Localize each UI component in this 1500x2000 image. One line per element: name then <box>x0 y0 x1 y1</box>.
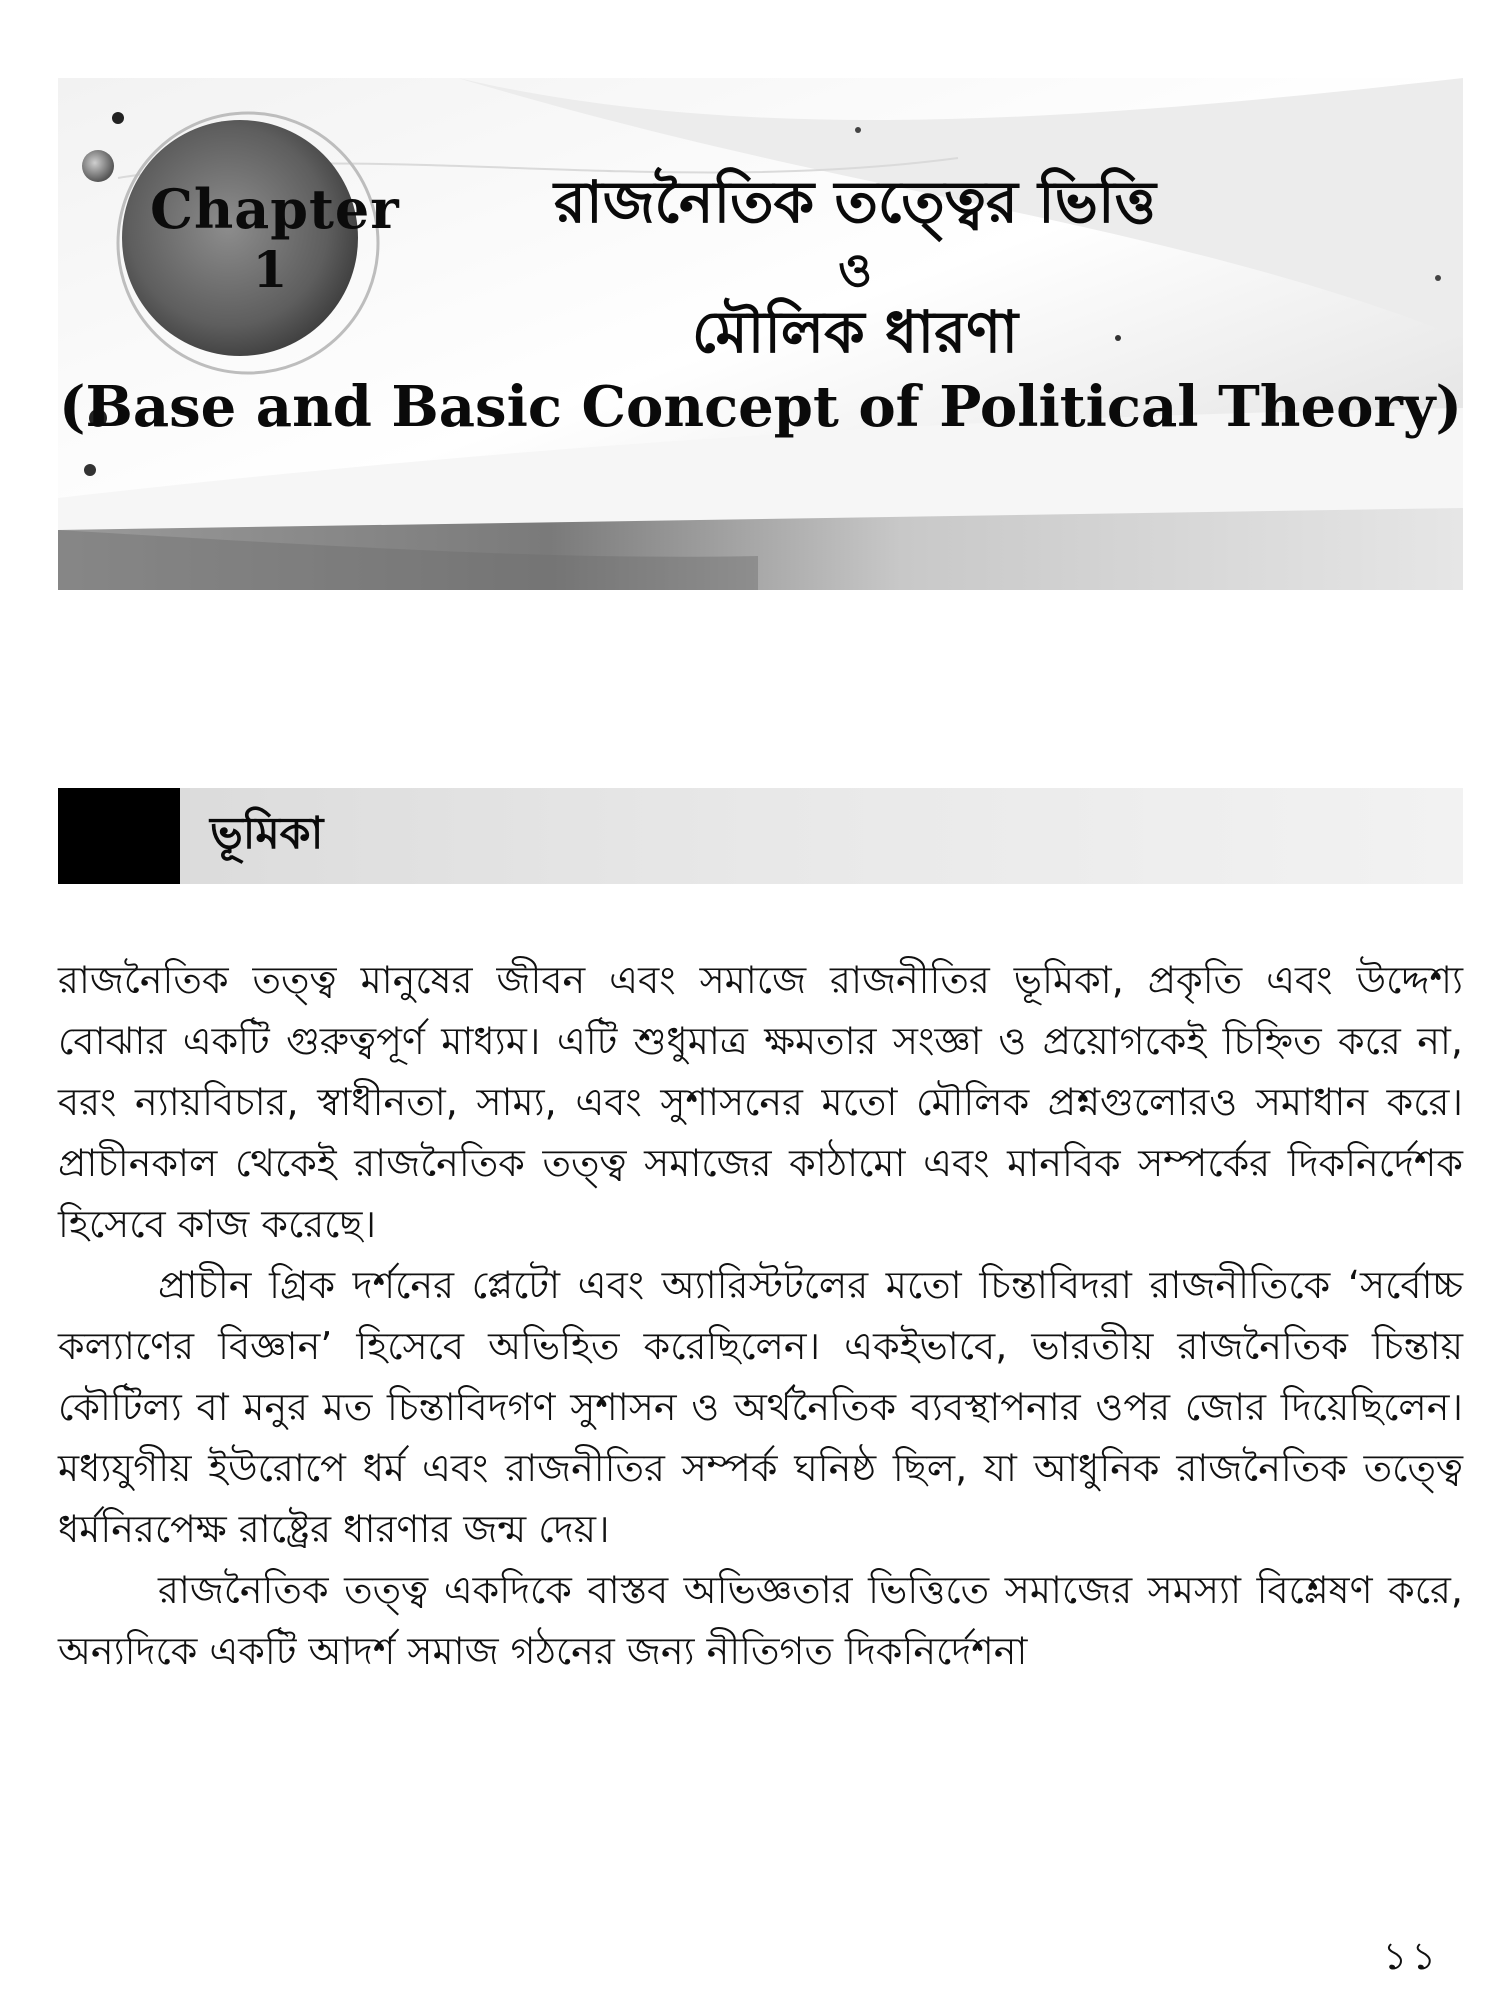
chapter-badge <box>150 177 400 300</box>
page-number: ১১ <box>1382 1934 1440 1978</box>
chapter-title-english: (Base and Basic Concept of Political Theory) <box>59 374 1462 440</box>
chapter-label: Chapter <box>150 177 400 241</box>
section-header <box>58 788 1463 884</box>
chapter-number: 1 <box>252 240 288 299</box>
chapter-title-bangla-conjunction: ও <box>838 243 872 297</box>
section-marker <box>58 788 180 884</box>
paragraph: প্রাচীন গ্রিক দর্শনের প্লেটো এবং অ্যারিস্টটলের মতো চিন্তাবিদরা রাজনীতিকে ‘সর্বোচ্চ কল্যাণের বিজ্ঞান’ হিসেবে অভিহিত করেছিলেন। একইভাবে, ভারতীয় রাজনৈতিক চিন্তায় কৌটিল্য বা মনুর মত চিন্তাবিদগণ সুশাসন ও অর্থনৈতিক ব্যবস্থাপনার ওপর জোর দিয়েছিলেন। মধ্যযুগীয় ইউরোপে ধর্ম এবং রাজনীতির সম্পর্ক ঘনিষ্ঠ ছিল, যা আধুনিক রাজনৈতিক তত্ত্বে ধর্মনিরপেক্ষ রাষ্ট্রের ধারণার জন্ম দেয়। <box>58 1263 1463 1551</box>
paragraph: রাজনৈতিক তত্ত্ব একদিকে বাস্তব অভিজ্ঞতার ভিত্তিতে সমাজের সমস্যা বিশ্লেষণ করে, অন্যদিকে একটি আদর্শ সমাজ গঠনের জন্য নীতিগত দিকনির্দেশনা <box>58 1568 1463 1673</box>
chapter-title-bangla-line2: মৌলিক ধারণা <box>691 298 1019 366</box>
section-title: ভূমিকা <box>210 808 324 859</box>
paragraph: রাজনৈতিক তত্ত্ব মানুষের জীবন এবং সমাজে রাজনীতির ভূমিকা, প্রকৃতি এবং উদ্দেশ্য বোঝার একটি গুরুত্বপূর্ণ মাধ্যম। এটি শুধুমাত্র ক্ষমতার সংজ্ঞা ও প্রয়োগকেই চিহ্নিত করে না, বরং ন্যায়বিচার, স্বাধীনতা, সাম্য, এবং সুশাসনের মতো মৌলিক প্রশ্নগুলোরও সমাধান করে। প্রাচীনকাল থেকেই রাজনৈতিক তত্ত্ব সমাজের কাঠামো এবং মানবিক সম্পর্কের দিকনির্দেশক হিসেবে কাজ করেছে। <box>58 958 1463 1246</box>
body-text <box>58 950 1463 1682</box>
chapter-title-bangla-line1: রাজনৈতিক তত্ত্বের ভিত্তি <box>553 168 1157 236</box>
